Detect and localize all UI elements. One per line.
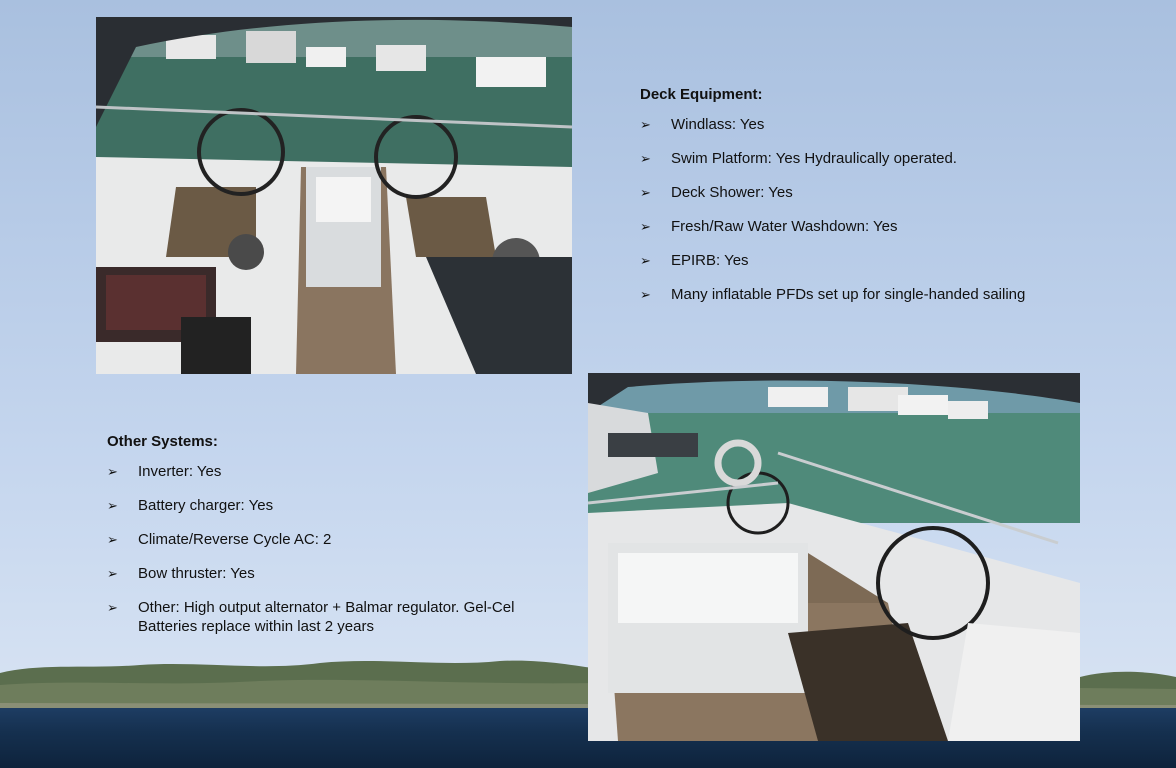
arrowhead-bullet-icon: ➢: [107, 498, 118, 513]
list-item: ➢ Many inflatable PFDs set up for single-handed sailing: [640, 286, 1026, 303]
section-title: Other Systems:: [107, 433, 218, 450]
list-item: ➢ Inverter: Yes: [107, 463, 222, 480]
arrowhead-bullet-icon: ➢: [107, 464, 118, 479]
list-item: ➢ Climate/Reverse Cycle AC: 2: [107, 531, 332, 548]
arrowhead-bullet-icon: ➢: [640, 287, 651, 302]
cockpit-photo-aft-view: [96, 17, 572, 374]
deck-equipment-list: [640, 115, 1160, 304]
list-item: ➢ Bow thruster: Yes: [107, 565, 255, 582]
list-item: ➢ Fresh/Raw Water Washdown: Yes: [640, 218, 898, 235]
list-item: ➢ Windlass: Yes: [640, 116, 765, 133]
arrowhead-bullet-icon: ➢: [640, 151, 651, 166]
list-item: ➢ Swim Platform: Yes Hydraulically operated.: [640, 150, 957, 167]
other-systems-list: [107, 462, 557, 636]
list-item: ➢ Other: High output alternator + Balmar regulator. Gel-Cel Batteries replace within last 2 years: [107, 599, 515, 635]
cockpit-photo-forward-view: [588, 373, 1080, 741]
list-item: ➢ Deck Shower: Yes: [640, 184, 793, 201]
arrowhead-bullet-icon: ➢: [640, 117, 651, 132]
arrowhead-bullet-icon: ➢: [640, 219, 651, 234]
section-title: Deck Equipment:: [640, 86, 763, 103]
arrowhead-bullet-icon: ➢: [107, 600, 118, 615]
arrowhead-bullet-icon: ➢: [107, 566, 118, 581]
arrowhead-bullet-icon: ➢: [640, 185, 651, 200]
other-systems-section: [107, 433, 557, 651]
list-item: ➢ Battery charger: Yes: [107, 497, 274, 514]
list-item: ➢ EPIRB: Yes: [640, 252, 749, 269]
arrowhead-bullet-icon: ➢: [107, 532, 118, 547]
deck-equipment-section: [640, 86, 1160, 319]
arrowhead-bullet-icon: ➢: [640, 253, 651, 268]
